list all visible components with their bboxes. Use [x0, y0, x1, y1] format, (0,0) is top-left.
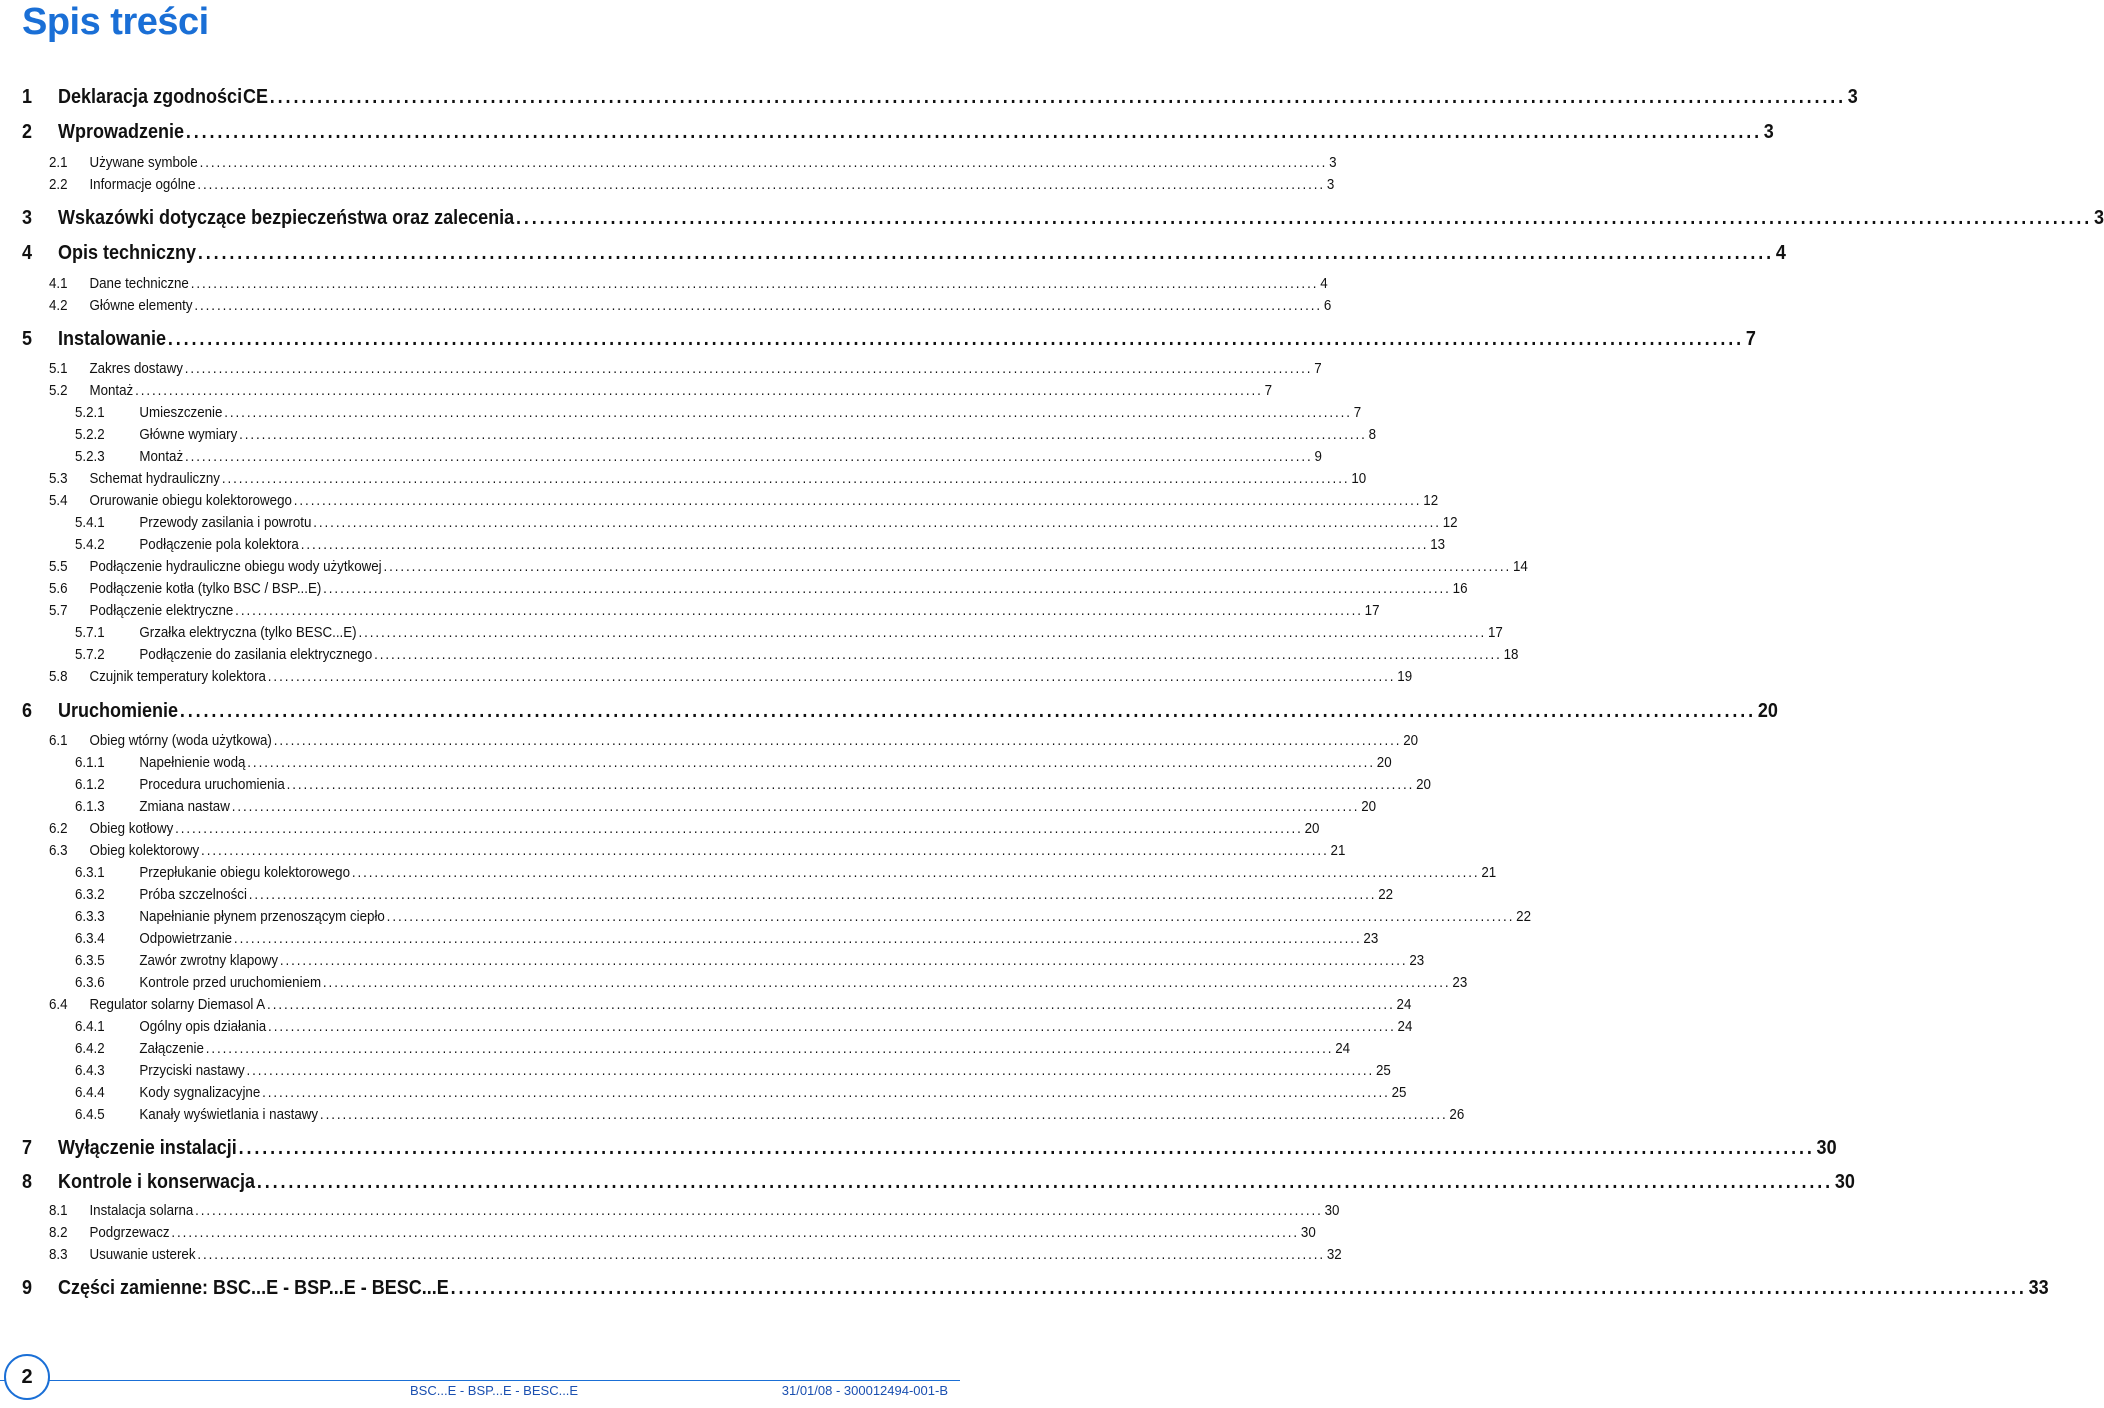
- toc-entry-label: Obieg kotłowy: [89, 821, 174, 837]
- toc-entry-label: Usuwanie usterek: [89, 1247, 196, 1263]
- toc-entry-number: 5.2.3: [75, 449, 105, 465]
- toc-entry-number: 5.6: [49, 581, 68, 597]
- toc-leader-dots: ........................................................................................................................................................................................................: [300, 537, 1429, 553]
- toc-leader-dots: ........................................................................................................................................................................................................: [358, 625, 1487, 641]
- toc-entry[interactable]: [49, 997, 1412, 1017]
- toc-entry-number: 5.4.2: [75, 537, 105, 553]
- toc-entry-label: Montaż: [139, 449, 184, 465]
- toc-entry-page: 9: [1314, 449, 1322, 465]
- toc-leader-dots: ........................................................................................................................................................................................................: [268, 1019, 1396, 1035]
- toc-entry-label: Przepłukanie obiegu kolektorowego: [139, 865, 351, 881]
- toc-entry-label: Czujnik temperatury kolektora: [89, 669, 266, 685]
- toc-entry-label: Przyciski nastawy: [139, 1063, 245, 1079]
- toc-entry-number: 5.2.2: [75, 427, 105, 443]
- toc-entry-number: 6.3.3: [75, 909, 105, 925]
- toc-leader-dots: ........................................................................................................................................................................................................: [246, 1063, 1375, 1079]
- toc-leader-dots: ........................................................................................................................................................................................................: [175, 821, 1303, 837]
- toc-entry-page: 20: [1757, 700, 1778, 722]
- toc-entry-page: 20: [1416, 777, 1431, 793]
- toc-leader-dots: ........................................................................................................................................................................................................: [197, 242, 1775, 264]
- toc-entry-label: Próba szczelności: [139, 887, 247, 903]
- toc-entry[interactable]: [75, 931, 1379, 951]
- toc-entry-label: Instalowanie: [58, 328, 167, 350]
- toc-entry[interactable]: [75, 887, 1394, 907]
- toc-entry-number: 8.1: [49, 1203, 68, 1219]
- toc-entry-number: 5.2.1: [75, 405, 105, 421]
- toc-entry-number: 8: [22, 1171, 33, 1193]
- toc-entry-page: 30: [1324, 1203, 1340, 1219]
- footer-divider: [0, 1380, 960, 1381]
- toc-leader-dots: ........................................................................................................................................................................................................: [269, 86, 1846, 108]
- toc-entry[interactable]: [75, 449, 1322, 469]
- toc-entry[interactable]: [75, 975, 1468, 995]
- toc-leader-dots: ........................................................................................................................................................................................................: [374, 647, 1502, 663]
- toc-entry-number: 5.8: [49, 669, 68, 685]
- toc-leader-dots: ........................................................................................................................................................................................................: [205, 1041, 1334, 1057]
- toc-entry-page: 25: [1376, 1063, 1391, 1079]
- toc-entry-page: 8: [1368, 427, 1377, 443]
- toc-entry-number: 7: [22, 1137, 33, 1159]
- toc-leader-dots: ........................................................................................................................................................................................................: [383, 559, 1512, 575]
- toc-entry-label: Podgrzewacz: [89, 1225, 170, 1241]
- toc-leader-dots: ........................................................................................................................................................................................................: [248, 887, 1377, 903]
- toc-entry-page: 3: [2093, 207, 2104, 229]
- toc-leader-dots: ........................................................................................................................................................................................................: [231, 799, 1360, 815]
- toc-entry-number: 6: [22, 700, 33, 722]
- toc-entry-number: 5.4: [49, 493, 68, 509]
- toc-entry-page: 25: [1391, 1085, 1407, 1101]
- toc-entry-page: 3: [1763, 121, 1774, 143]
- toc-entry-label: Opis techniczny: [58, 242, 197, 264]
- footer-model: BSC...E - BSP...E - BESC...E: [410, 1383, 579, 1398]
- toc-entry-page: 12: [1423, 493, 1439, 509]
- toc-entry-label: Grzałka elektryczna (tylko BESC...E): [139, 625, 357, 641]
- toc-leader-dots: ........................................................................................................................................................................................................: [279, 953, 1408, 969]
- toc-entry-label: Schemat hydrauliczny: [89, 471, 220, 487]
- toc-leader-dots: ........................................................................................................................................................................................................: [386, 909, 1515, 925]
- toc-entry-number: 5.7.1: [75, 625, 105, 641]
- toc-entry-label: Wyłączenie instalacji: [58, 1137, 237, 1159]
- toc-entry[interactable]: [49, 493, 1439, 513]
- toc-entry-number: 6.4.2: [75, 1041, 105, 1057]
- toc-leader-dots: ........................................................................................................................................................................................................: [323, 581, 1451, 597]
- toc-entry-number: 6.3.2: [75, 887, 105, 903]
- toc-entry-label: Zawór zwrotny klapowy: [139, 953, 279, 969]
- toc-leader-dots: ........................................................................................................................................................................................................: [190, 276, 1319, 292]
- toc-entry-page: 22: [1516, 909, 1532, 925]
- toc-entry-label: Załączenie: [139, 1041, 204, 1057]
- toc-entry[interactable]: [75, 909, 1532, 929]
- toc-entry-page: 21: [1481, 865, 1497, 881]
- toc-entry-label: Napełnianie płynem przenoszącym ciepło: [139, 909, 385, 925]
- toc-entry-number: 2.1: [49, 155, 68, 171]
- toc-entry-page: 7: [1745, 328, 1756, 350]
- toc-entry-page: 24: [1396, 997, 1412, 1013]
- toc-entry-number: 6.4.5: [75, 1107, 105, 1123]
- toc-entry[interactable]: [22, 121, 1774, 147]
- toc-entry-label: Kontrole i konserwacja: [58, 1171, 256, 1193]
- toc-entry-page: 30: [1834, 1171, 1855, 1193]
- toc-entry-label: Podłączenie hydrauliczne obiegu wody użytkowej: [89, 559, 382, 575]
- toc-entry-label: Obieg kolektorowy: [89, 843, 200, 859]
- toc-leader-dots: ........................................................................................................................................................................................................: [239, 427, 1367, 443]
- toc-entry[interactable]: [49, 1247, 1342, 1267]
- toc-entry-page: 4: [1775, 242, 1786, 264]
- toc-entry-page: 24: [1397, 1019, 1413, 1035]
- toc-entry-label: Kody sygnalizacyjne: [139, 1085, 261, 1101]
- ce-mark-icon: CE: [242, 86, 268, 108]
- toc-entry-page: 14: [1512, 559, 1528, 575]
- toc-entry-label: Główne elementy: [89, 298, 193, 314]
- toc-leader-dots: ........................................................................................................................................................................................................: [313, 515, 1441, 531]
- toc-entry-label: Części zamienne: BSC...E - BSP...E - BESC...E: [58, 1277, 449, 1299]
- toc-entry-number: 6.4.3: [75, 1063, 105, 1079]
- toc-entry-page: 30: [1816, 1137, 1837, 1159]
- toc-entry[interactable]: [49, 298, 1332, 318]
- toc-entry-page: 17: [1364, 603, 1380, 619]
- toc-entry[interactable]: [49, 581, 1468, 601]
- toc-entry-page: 20: [1403, 733, 1419, 749]
- toc-leader-dots: ........................................................................................................................................................................................................: [267, 669, 1396, 685]
- toc-entry[interactable]: [22, 1137, 1837, 1163]
- toc-entry[interactable]: [75, 1063, 1391, 1083]
- toc-entry[interactable]: [75, 1085, 1407, 1105]
- toc-leader-dots: ........................................................................................................................................................................................................: [221, 471, 1350, 487]
- toc-entry[interactable]: [49, 1225, 1316, 1245]
- toc-leader-dots: ........................................................................................................................................................................................................: [286, 777, 1415, 793]
- toc-entry-label: Montaż: [89, 383, 134, 399]
- toc-leader-dots: ........................................................................................................................................................................................................: [256, 1171, 1834, 1193]
- toc-leader-dots: ........................................................................................................................................................................................................: [224, 405, 1352, 421]
- toc-entry[interactable]: [75, 405, 1362, 425]
- toc-entry[interactable]: [75, 953, 1425, 973]
- toc-entry-page: 33: [2028, 1277, 2049, 1299]
- toc-entry-label: Procedura uruchomienia: [139, 777, 285, 793]
- toc-entry-number: 6.4: [49, 997, 68, 1013]
- toc-entry[interactable]: [49, 821, 1320, 841]
- toc-entry[interactable]: [22, 242, 1786, 268]
- toc-entry-number: 4.1: [49, 276, 68, 292]
- toc-entry-number: 5.3: [49, 471, 68, 487]
- toc-leader-dots: ........................................................................................................................................................................................................: [199, 155, 1328, 171]
- toc-entry-label: Podłączenie kotła (tylko BSC / BSP...E): [89, 581, 322, 597]
- toc-leader-dots: ........................................................................................................................................................................................................: [273, 733, 1402, 749]
- toc-entry-number: 6.3: [49, 843, 68, 859]
- toc-entry-page: 3: [1326, 177, 1335, 193]
- toc-entry[interactable]: [49, 603, 1380, 623]
- toc-entry-label: Używane symbole: [89, 155, 198, 171]
- toc-entry[interactable]: [49, 177, 1335, 197]
- toc-entry-page: 7: [1353, 405, 1362, 421]
- footer-reference: 31/01/08 - 300012494-001-B: [781, 1383, 948, 1398]
- toc-entry-number: 8.2: [49, 1225, 68, 1241]
- toc-entry-page: 12: [1442, 515, 1458, 531]
- toc-entry-label: Podłączenie do zasilania elektrycznego: [139, 647, 373, 663]
- toc-entry-number: 5.7: [49, 603, 68, 619]
- toc-entry-number: 6.4.1: [75, 1019, 105, 1035]
- toc-entry-label: Główne wymiary: [139, 427, 238, 443]
- toc-entry-label: Odpowietrzanie: [139, 931, 233, 947]
- toc-entry-page: 20: [1304, 821, 1320, 837]
- toc-entry[interactable]: [75, 515, 1458, 535]
- toc-leader-dots: ........................................................................................................................................................................................................: [197, 177, 1326, 193]
- toc-entry-label: Zakres dostawy: [89, 361, 183, 377]
- toc-leader-dots: ........................................................................................................................................................................................................: [319, 1107, 1448, 1123]
- toc-leader-dots: ........................................................................................................................................................................................................: [179, 700, 1757, 722]
- toc-entry-page: 3: [1329, 155, 1337, 171]
- toc-entry-page: 24: [1335, 1041, 1351, 1057]
- toc-entry-number: 5.4.1: [75, 515, 105, 531]
- toc-entry-number: 9: [22, 1277, 33, 1299]
- toc-entry-label: Napełnienie wodą: [139, 755, 246, 771]
- toc-entry-number: 6.1.2: [75, 777, 105, 793]
- toc-leader-dots: ........................................................................................................................................................................................................: [247, 755, 1375, 771]
- toc-leader-dots: ........................................................................................................................................................................................................: [351, 865, 1480, 881]
- toc-entry-number: 5.1: [49, 361, 68, 377]
- toc-entry[interactable]: [75, 1041, 1351, 1061]
- toc-entry-number: 6.3.5: [75, 953, 105, 969]
- toc-leader-dots: ........................................................................................................................................................................................................: [233, 931, 1362, 947]
- toc-entry-number: 8.3: [49, 1247, 68, 1263]
- toc-entry-number: 3: [22, 207, 33, 229]
- toc-entry-page: 18: [1503, 647, 1519, 663]
- toc-entry[interactable]: [49, 383, 1273, 403]
- toc-entry-number: 1: [22, 86, 33, 108]
- toc-leader-dots: ........................................................................................................................................................................................................: [293, 493, 1422, 509]
- toc-entry-label: Informacje ogólne: [89, 177, 196, 193]
- toc-leader-dots: ........................................................................................................................................................................................................: [135, 383, 1263, 399]
- toc-entry-number: 6.2: [49, 821, 68, 837]
- toc-entry-number: 6.3.6: [75, 975, 105, 991]
- toc-entry-label: Podłączenie elektryczne: [89, 603, 234, 619]
- toc-entry-page: 10: [1351, 471, 1367, 487]
- toc-entry[interactable]: [49, 733, 1419, 753]
- toc-entry[interactable]: [49, 843, 1346, 863]
- toc-entry-page: 13: [1430, 537, 1446, 553]
- toc-entry-page: 17: [1487, 625, 1503, 641]
- page-number-badge: 2: [4, 1354, 50, 1400]
- toc-entry-number: 4: [22, 242, 33, 264]
- toc-entry[interactable]: [75, 1107, 1465, 1127]
- toc-entry[interactable]: [22, 1171, 1855, 1197]
- toc-leader-dots: ........................................................................................................................................................................................................: [185, 121, 1763, 143]
- toc-leader-dots: ........................................................................................................................................................................................................: [184, 449, 1313, 465]
- toc-entry[interactable]: [22, 1277, 2049, 1303]
- toc-entry[interactable]: [75, 1019, 1413, 1039]
- toc-entry-label: Wprowadzenie: [58, 121, 185, 143]
- toc-entry[interactable]: [49, 559, 1528, 579]
- toc-entry-page: 4: [1320, 276, 1328, 292]
- toc-leader-dots: ........................................................................................................................................................................................................: [515, 207, 2093, 229]
- toc-entry-number: 2.2: [49, 177, 68, 193]
- toc-entry-number: 6.3.4: [75, 931, 105, 947]
- toc-entry-page: 16: [1452, 581, 1468, 597]
- toc-entry[interactable]: [49, 669, 1413, 689]
- toc-entry-label: Uruchomienie: [58, 700, 179, 722]
- toc-leader-dots: ........................................................................................................................................................................................................: [195, 1203, 1323, 1219]
- toc-leader-dots: ........................................................................................................................................................................................................: [235, 603, 1363, 619]
- toc-entry-page: 30: [1300, 1225, 1316, 1241]
- toc-leader-dots: ........................................................................................................................................................................................................: [167, 328, 1745, 350]
- toc-entry-label: Umieszczenie: [139, 405, 223, 421]
- toc-leader-dots: ........................................................................................................................................................................................................: [238, 1137, 1815, 1159]
- toc-leader-dots: ........................................................................................................................................................................................................: [262, 1085, 1390, 1101]
- toc-entry[interactable]: [75, 777, 1431, 797]
- toc-entry[interactable]: [49, 1203, 1340, 1223]
- toc-entry-number: 4.2: [49, 298, 68, 314]
- toc-entry-number: 2: [22, 121, 33, 143]
- toc-entry-page: 19: [1397, 669, 1413, 685]
- toc-leader-dots: ........................................................................................................................................................................................................: [194, 298, 1323, 314]
- toc-entry-number: 5.5: [49, 559, 68, 575]
- toc-entry-page: 22: [1378, 887, 1394, 903]
- toc-entry[interactable]: [75, 647, 1519, 667]
- toc-entry-number: 5: [22, 328, 33, 350]
- page-title: Spis treści: [22, 1, 209, 43]
- toc-entry[interactable]: [22, 207, 2104, 233]
- toc-entry-page: 7: [1314, 361, 1322, 377]
- toc-entry-page: 20: [1361, 799, 1377, 815]
- toc-leader-dots: ........................................................................................................................................................................................................: [267, 997, 1395, 1013]
- toc-leader-dots: ........................................................................................................................................................................................................: [197, 1247, 1326, 1263]
- toc-entry[interactable]: [75, 865, 1497, 885]
- toc-entry-label: Wskazówki dotyczące bezpieczeństwa oraz zalecenia: [58, 207, 515, 229]
- toc-entry[interactable]: [49, 155, 1337, 175]
- toc-leader-dots: ........................................................................................................................................................................................................: [450, 1277, 2027, 1299]
- toc-entry-number: 5.2: [49, 383, 68, 399]
- toc-entry-label: Ogólny opis działania: [139, 1019, 267, 1035]
- toc-leader-dots: ........................................................................................................................................................................................................: [322, 975, 1451, 991]
- toc-entry[interactable]: [22, 700, 1778, 726]
- toc-entry-label: Obieg wtórny (woda użytkowa): [89, 733, 272, 749]
- toc-entry-page: 3: [1847, 86, 1858, 108]
- toc-entry-number: 5.7.2: [75, 647, 105, 663]
- toc-entry-label: Deklaracja zgodności: [58, 86, 243, 108]
- toc-entry[interactable]: [22, 328, 1756, 354]
- toc-entry[interactable]: [22, 86, 1858, 112]
- toc-entry-label: Zmiana nastaw: [139, 799, 230, 815]
- toc-entry[interactable]: [75, 625, 1503, 645]
- toc-entry-number: 6.1.1: [75, 755, 105, 771]
- toc-entry-label: Przewody zasilania i powrotu: [139, 515, 312, 531]
- toc-entry[interactable]: [75, 755, 1392, 775]
- toc-entry-page: 23: [1452, 975, 1468, 991]
- toc-leader-dots: ........................................................................................................................................................................................................: [201, 843, 1329, 859]
- toc-entry-label: Dane techniczne: [89, 276, 189, 292]
- toc-entry[interactable]: [75, 427, 1377, 447]
- toc-entry-label: Podłączenie pola kolektora: [139, 537, 299, 553]
- toc-leader-dots: ........................................................................................................................................................................................................: [184, 361, 1313, 377]
- toc-entry-number: 6.1: [49, 733, 68, 749]
- toc-entry-label: Regulator solarny Diemasol A: [89, 997, 266, 1013]
- toc-entry-page: 21: [1330, 843, 1346, 859]
- toc-leader-dots: ........................................................................................................................................................................................................: [171, 1225, 1300, 1241]
- toc-entry[interactable]: [75, 537, 1446, 557]
- toc-entry-page: 23: [1363, 931, 1379, 947]
- toc-entry-page: 32: [1326, 1247, 1342, 1263]
- toc-entry-page: 26: [1449, 1107, 1465, 1123]
- toc-entry[interactable]: [49, 276, 1328, 296]
- toc-entry-page: 20: [1376, 755, 1392, 771]
- toc-entry-page: 6: [1323, 298, 1332, 314]
- toc-entry-label: Instalacja solarna: [89, 1203, 194, 1219]
- toc-entry[interactable]: [49, 471, 1367, 491]
- toc-entry-label: Kanały wyświetlania i nastawy: [139, 1107, 319, 1123]
- toc-entry-number: 6.3.1: [75, 865, 105, 881]
- toc-entry-page: 23: [1409, 953, 1425, 969]
- toc-entry-number: 6.4.4: [75, 1085, 105, 1101]
- toc-entry-label: Kontrole przed uruchomieniem: [139, 975, 322, 991]
- toc-entry[interactable]: [75, 799, 1377, 819]
- toc-entry-number: 6.1.3: [75, 799, 105, 815]
- toc-entry-label: Orurowanie obiegu kolektorowego: [89, 493, 292, 509]
- toc-entry-page: 7: [1264, 383, 1273, 399]
- toc-entry[interactable]: [49, 361, 1322, 381]
